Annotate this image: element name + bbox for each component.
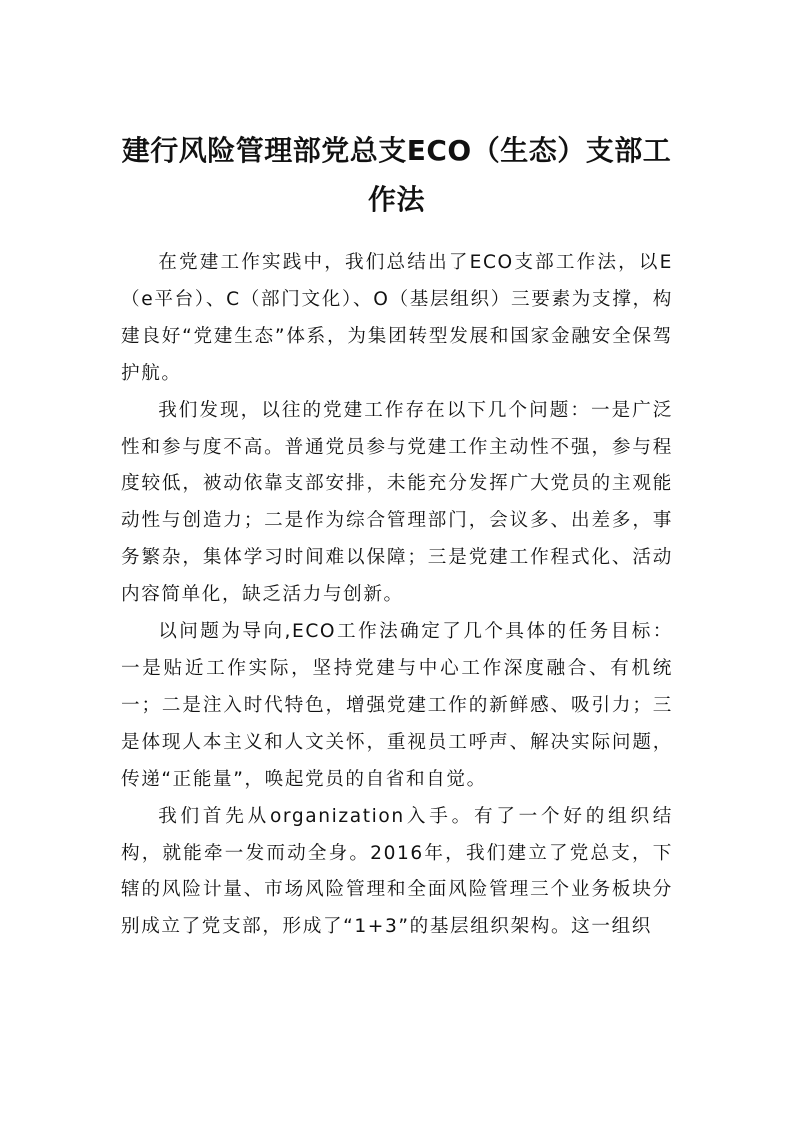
paragraph-problems: 我们发现，以往的党建工作存在以下几个问题：一是广泛性和参与度不高。普通党员参与党建工作主动性不强，参与程度较低，被动依靠支部安排，未能充分发挥广大党员的主观能动性与创造力；二是作为综合管理部门，会议多、出差多，事务繁杂，集体学习时间难以保障；三是党建工作程式化、活动内容简单化，缺乏活力与创新。 <box>121 399 673 606</box>
paragraph-intro: 在党建工作实践中，我们总结出了ECO支部工作法，以E（e平台）、C（部门文化）、O（基层组织）三要素为支撑，构建良好“党建生态”体系，为集团转型发展和国家金融安全保驾护航。 <box>121 252 673 384</box>
document-title: 建行风险管理部党总支ECO（生态）支部工作法 <box>121 134 672 216</box>
paragraph-goals: 以问题为导向,ECO工作法确定了几个具体的任务目标：一是贴近工作实际，坚持党建与中心工作深度融合、有机统一；二是注入时代特色，增强党建工作的新鲜感、吸引力；三是体现人本主义和人文关怀，重视员工呼声、解决实际问题，传递“正能量”，唤起党员的自省和自觉。 <box>121 621 673 790</box>
paragraph-organization: 我们首先从organization入手。有了一个好的组织结构，就能牵一发而动全身。2016年，我们建立了党总支，下辖的风险计量、市场风险管理和全面风险管理三个业务板块分别成立了党支部，形成了“1+3”的基层组织架构。这一组织 <box>121 805 673 938</box>
document-body <box>121 245 673 946</box>
